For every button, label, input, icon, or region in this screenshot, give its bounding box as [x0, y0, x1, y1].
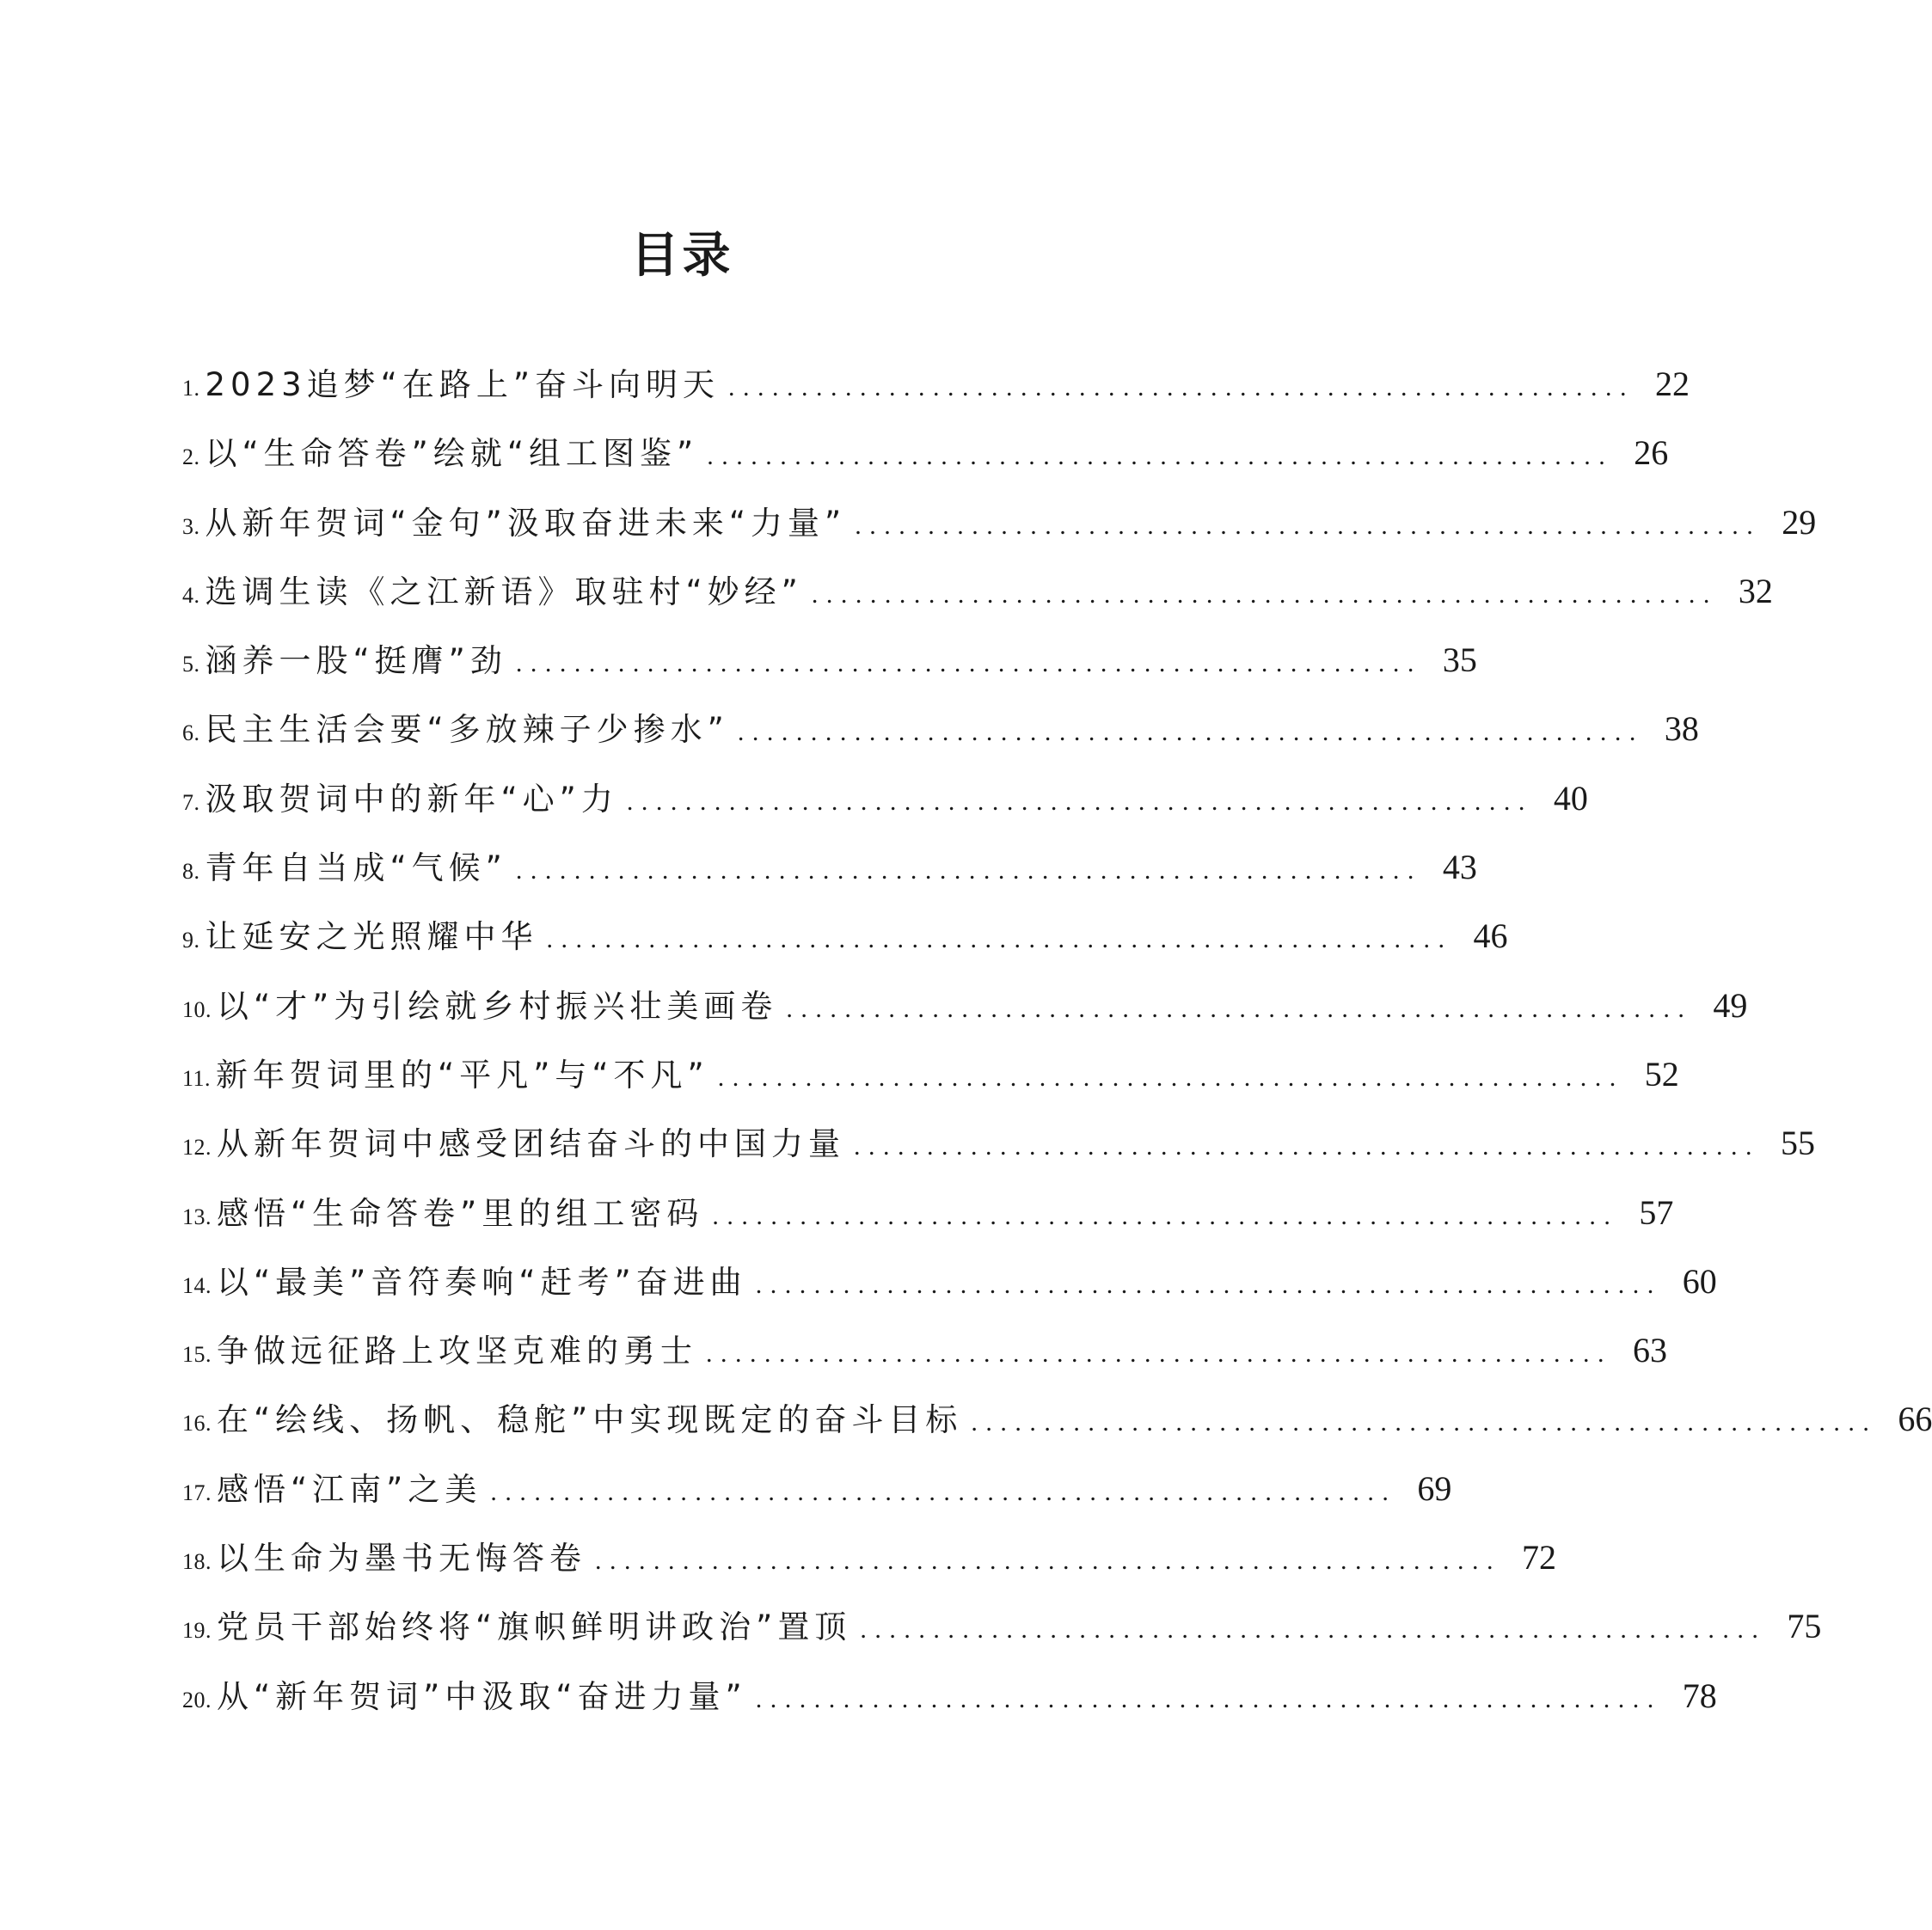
toc-entry-page-number: 38 — [1664, 709, 1699, 749]
toc-entry-page-number: 63 — [1633, 1331, 1667, 1370]
toc-dot-leader: .............................................................. — [712, 1201, 1619, 1230]
toc-entry-title: 涵养一股“挺膺”劲 — [205, 642, 507, 680]
page-title: 目录 — [630, 228, 734, 284]
toc-entry[interactable] — [182, 1662, 1717, 1731]
toc-entry-page-number: 32 — [1738, 571, 1773, 610]
toc-entry-number: 2. — [182, 444, 200, 470]
toc-entry-number: 7. — [182, 789, 200, 815]
toc-entry-number: 4. — [182, 582, 200, 608]
toc-entry-number: 10. — [182, 996, 212, 1022]
toc-entry-number: 1. — [182, 376, 200, 401]
toc-entry-number: 15. — [182, 1342, 212, 1368]
toc-dot-leader: .............................................................. — [515, 856, 1422, 885]
toc-entry-page-number: 49 — [1713, 985, 1748, 1025]
toc-dot-leader: .............................................................. — [728, 373, 1635, 401]
toc-dot-leader: .............................................................. — [546, 925, 1453, 954]
toc-entry[interactable] — [182, 488, 1817, 557]
toc-entry-page-number: 60 — [1682, 1261, 1717, 1301]
toc-entry-title: 以生命为墨书无悔答卷 — [217, 1540, 586, 1578]
toc-entry[interactable] — [182, 1592, 1822, 1661]
toc-entry-number: 20. — [182, 1687, 212, 1712]
toc-dot-leader: .............................................................. — [707, 442, 1614, 471]
toc-entry[interactable] — [182, 626, 1477, 695]
toc-entry-title: 让延安之光照耀中华 — [205, 918, 538, 956]
table-of-contents — [182, 350, 1932, 1731]
toc-entry[interactable] — [182, 1455, 1452, 1523]
toc-entry-page-number: 72 — [1522, 1538, 1556, 1578]
toc-entry-title: 从新年贺词中感受团结奋斗的中国力量 — [217, 1125, 845, 1163]
toc-entry-title: 汲取贺词中的新年“心”力 — [205, 780, 618, 818]
toc-dot-leader: .............................................................. — [755, 1270, 1662, 1299]
toc-entry[interactable] — [182, 764, 1588, 833]
toc-dot-leader: .............................................................. — [490, 1477, 1397, 1506]
toc-entry[interactable] — [182, 902, 1508, 971]
toc-entry-page-number: 40 — [1553, 778, 1588, 818]
toc-entry-page-number: 69 — [1417, 1468, 1452, 1508]
toc-entry-number: 11. — [182, 1065, 212, 1091]
toc-entry[interactable] — [182, 419, 1669, 487]
toc-dot-leader: .............................................................. — [855, 511, 1762, 540]
toc-entry-page-number: 35 — [1442, 640, 1477, 680]
toc-entry[interactable] — [182, 1179, 1674, 1247]
toc-entry-page-number: 46 — [1473, 916, 1508, 956]
toc-entry-title: 从“新年贺词”中汲取“奋进力量” — [217, 1677, 747, 1715]
toc-dot-leader: .............................................................. — [971, 1408, 1878, 1437]
toc-dot-leader: .............................................................. — [755, 1684, 1662, 1713]
toc-entry-page-number: 26 — [1634, 433, 1669, 473]
toc-entry-number: 6. — [182, 720, 200, 746]
toc-entry-title: 从新年贺词“金句”汲取奋进未来“力量” — [205, 504, 847, 542]
toc-entry-page-number: 66 — [1898, 1400, 1932, 1439]
toc-entry[interactable] — [182, 350, 1690, 419]
toc-entry-title: 在“绘线、扬帆、稳舵”中实现既定的奋斗目标 — [217, 1401, 963, 1439]
toc-entry-page-number: 52 — [1644, 1054, 1679, 1094]
toc-entry[interactable] — [182, 971, 1748, 1040]
toc-entry-number: 9. — [182, 928, 200, 953]
toc-entry-number: 14. — [182, 1272, 212, 1298]
toc-entry-title: 民主生活会要“多放辣子少掺水” — [205, 711, 729, 749]
toc-entry[interactable] — [182, 833, 1477, 902]
toc-entry-page-number: 57 — [1639, 1192, 1674, 1232]
toc-entry-title: 感悟“江南”之美 — [217, 1470, 482, 1508]
toc-entry[interactable] — [182, 1385, 1932, 1454]
toc-entry[interactable] — [182, 1109, 1815, 1178]
toc-entry[interactable] — [182, 1247, 1717, 1316]
toc-entry-title: 党员干部始终将“旗帜鲜明讲政治”置顶 — [217, 1608, 852, 1646]
toc-entry[interactable] — [182, 695, 1699, 763]
toc-entry[interactable] — [182, 1523, 1556, 1592]
toc-entry-page-number: 29 — [1782, 502, 1817, 542]
toc-dot-leader: .............................................................. — [737, 718, 1644, 747]
toc-dot-leader: .............................................................. — [860, 1615, 1767, 1645]
toc-dot-leader: .............................................................. — [515, 649, 1422, 678]
toc-entry-number: 5. — [182, 652, 200, 677]
toc-dot-leader: .............................................................. — [786, 994, 1693, 1023]
toc-entry-page-number: 75 — [1787, 1607, 1822, 1646]
toc-entry-number: 13. — [182, 1204, 212, 1229]
toc-dot-leader: .............................................................. — [811, 579, 1718, 609]
toc-entry-number: 17. — [182, 1480, 212, 1505]
toc-entry-title: 感悟“生命答卷”里的组工密码 — [217, 1194, 704, 1232]
toc-dot-leader: .............................................................. — [595, 1547, 1501, 1576]
toc-entry-title: 2023追梦“在路上”奋斗向明天 — [205, 366, 720, 403]
toc-entry-number: 3. — [182, 513, 200, 539]
toc-entry-title: 选调生读《之江新语》取驻村“妙经” — [205, 573, 803, 610]
toc-entry-page-number: 43 — [1442, 848, 1477, 887]
toc-entry-title: 以“最美”音符奏响“赶考”奋进曲 — [217, 1263, 747, 1301]
toc-entry-title: 青年自当成“气候” — [205, 849, 507, 887]
toc-entry[interactable] — [182, 1316, 1667, 1385]
toc-entry-title: 以“生命答卷”绘就“组工图鉴” — [205, 435, 699, 473]
toc-dot-leader: .............................................................. — [706, 1339, 1612, 1369]
toc-entry-number: 12. — [182, 1135, 212, 1161]
toc-entry-page-number: 22 — [1655, 365, 1690, 403]
toc-entry-title: 新年贺词里的“平凡”与“不凡” — [216, 1056, 709, 1094]
toc-entry-number: 8. — [182, 859, 200, 885]
toc-entry[interactable] — [182, 557, 1773, 626]
toc-entry[interactable] — [182, 1040, 1679, 1109]
toc-dot-leader: .............................................................. — [717, 1063, 1624, 1092]
toc-dot-leader: .............................................................. — [626, 787, 1533, 816]
toc-entry-number: 18. — [182, 1549, 212, 1575]
toc-entry-page-number: 55 — [1781, 1124, 1815, 1163]
toc-entry-number: 19. — [182, 1618, 212, 1644]
toc-entry-number: 16. — [182, 1411, 212, 1437]
toc-entry-title: 以“才”为引绘就乡村振兴壮美画卷 — [217, 987, 778, 1025]
toc-entry-title: 争做远征路上攻坚克难的勇士 — [217, 1333, 697, 1370]
toc-dot-leader: .............................................................. — [854, 1132, 1760, 1161]
toc-entry-page-number: 78 — [1682, 1676, 1717, 1715]
